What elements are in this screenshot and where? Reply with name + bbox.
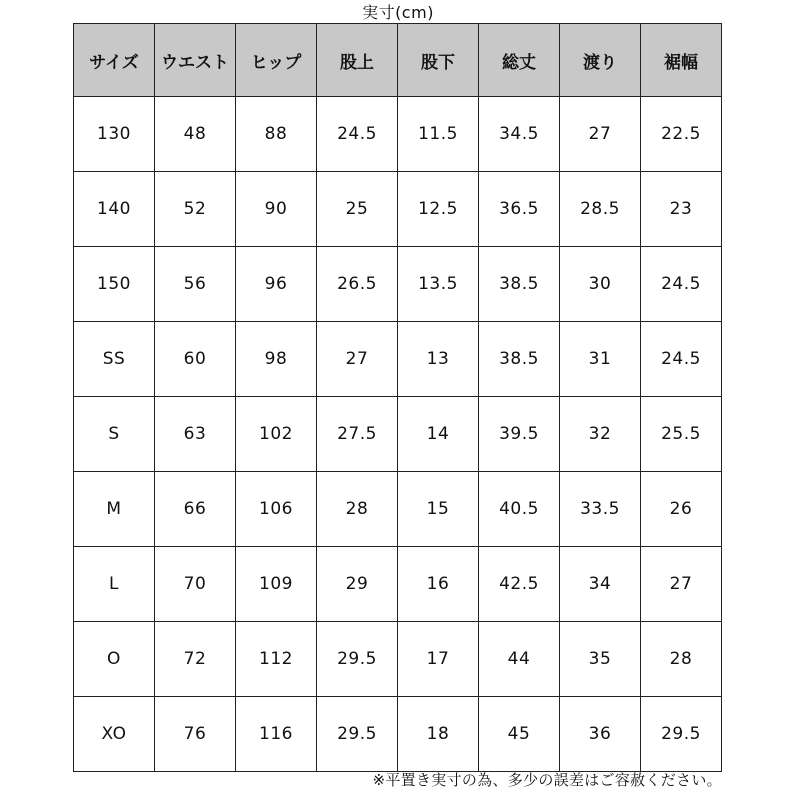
cell-hip: 112	[236, 622, 317, 697]
cell-thigh: 36	[560, 697, 641, 772]
header-size: サイズ	[74, 24, 155, 97]
cell-inseam: 16	[398, 547, 479, 622]
cell-hip: 88	[236, 97, 317, 172]
header-row	[74, 24, 722, 97]
cell-rise: 28	[317, 472, 398, 547]
cell-total-length: 45	[479, 697, 560, 772]
cell-hip: 96	[236, 247, 317, 322]
cell-waist: 66	[155, 472, 236, 547]
table-row	[74, 622, 722, 697]
cell-size: XO	[74, 697, 155, 772]
cell-thigh: 35	[560, 622, 641, 697]
table-caption: 実寸(cm)	[362, 3, 434, 22]
cell-thigh: 34	[560, 547, 641, 622]
cell-rise: 29.5	[317, 622, 398, 697]
cell-size: M	[74, 472, 155, 547]
header-thigh: 渡り	[560, 24, 641, 97]
cell-size: 130	[74, 97, 155, 172]
footnote: ※平置き実寸の為、多少の誤差はご容赦ください。	[372, 771, 722, 789]
cell-total-length: 34.5	[479, 97, 560, 172]
cell-total-length: 38.5	[479, 247, 560, 322]
cell-hip: 106	[236, 472, 317, 547]
cell-inseam: 18	[398, 697, 479, 772]
cell-waist: 56	[155, 247, 236, 322]
cell-size: L	[74, 547, 155, 622]
cell-inseam: 11.5	[398, 97, 479, 172]
cell-hip: 98	[236, 322, 317, 397]
header-hem-width: 裾幅	[641, 24, 722, 97]
header-rise: 股上	[317, 24, 398, 97]
cell-thigh: 30	[560, 247, 641, 322]
cell-hip: 90	[236, 172, 317, 247]
cell-hem-width: 27	[641, 547, 722, 622]
table-header	[74, 24, 722, 97]
table-row	[74, 322, 722, 397]
cell-rise: 29	[317, 547, 398, 622]
cell-waist: 63	[155, 397, 236, 472]
cell-rise: 27	[317, 322, 398, 397]
table-body	[74, 97, 722, 772]
cell-inseam: 13	[398, 322, 479, 397]
table-row	[74, 172, 722, 247]
cell-inseam: 14	[398, 397, 479, 472]
cell-thigh: 28.5	[560, 172, 641, 247]
cell-total-length: 42.5	[479, 547, 560, 622]
cell-waist: 76	[155, 697, 236, 772]
cell-rise: 27.5	[317, 397, 398, 472]
cell-total-length: 36.5	[479, 172, 560, 247]
cell-waist: 60	[155, 322, 236, 397]
cell-size: S	[74, 397, 155, 472]
cell-thigh: 31	[560, 322, 641, 397]
cell-rise: 26.5	[317, 247, 398, 322]
cell-thigh: 27	[560, 97, 641, 172]
cell-hem-width: 26	[641, 472, 722, 547]
cell-total-length: 40.5	[479, 472, 560, 547]
cell-inseam: 13.5	[398, 247, 479, 322]
table-row	[74, 397, 722, 472]
cell-waist: 72	[155, 622, 236, 697]
cell-hip: 116	[236, 697, 317, 772]
table-row	[74, 97, 722, 172]
cell-hem-width: 29.5	[641, 697, 722, 772]
cell-size: 140	[74, 172, 155, 247]
cell-inseam: 17	[398, 622, 479, 697]
header-waist: ウエスト	[155, 24, 236, 97]
cell-hem-width: 25.5	[641, 397, 722, 472]
cell-rise: 24.5	[317, 97, 398, 172]
cell-hem-width: 24.5	[641, 247, 722, 322]
cell-total-length: 38.5	[479, 322, 560, 397]
cell-total-length: 39.5	[479, 397, 560, 472]
cell-hip: 109	[236, 547, 317, 622]
cell-size: O	[74, 622, 155, 697]
cell-waist: 70	[155, 547, 236, 622]
table-row	[74, 547, 722, 622]
header-total-length: 総丈	[479, 24, 560, 97]
table-row	[74, 472, 722, 547]
cell-hip: 102	[236, 397, 317, 472]
cell-hem-width: 28	[641, 622, 722, 697]
cell-hem-width: 24.5	[641, 322, 722, 397]
cell-inseam: 15	[398, 472, 479, 547]
cell-rise: 25	[317, 172, 398, 247]
table-row	[74, 247, 722, 322]
cell-hem-width: 22.5	[641, 97, 722, 172]
header-hip: ヒップ	[236, 24, 317, 97]
cell-thigh: 32	[560, 397, 641, 472]
cell-waist: 48	[155, 97, 236, 172]
cell-thigh: 33.5	[560, 472, 641, 547]
size-chart-table	[73, 23, 722, 772]
cell-hem-width: 23	[641, 172, 722, 247]
header-inseam: 股下	[398, 24, 479, 97]
cell-rise: 29.5	[317, 697, 398, 772]
cell-size: 150	[74, 247, 155, 322]
cell-inseam: 12.5	[398, 172, 479, 247]
cell-waist: 52	[155, 172, 236, 247]
cell-size: SS	[74, 322, 155, 397]
table-row	[74, 697, 722, 772]
cell-total-length: 44	[479, 622, 560, 697]
